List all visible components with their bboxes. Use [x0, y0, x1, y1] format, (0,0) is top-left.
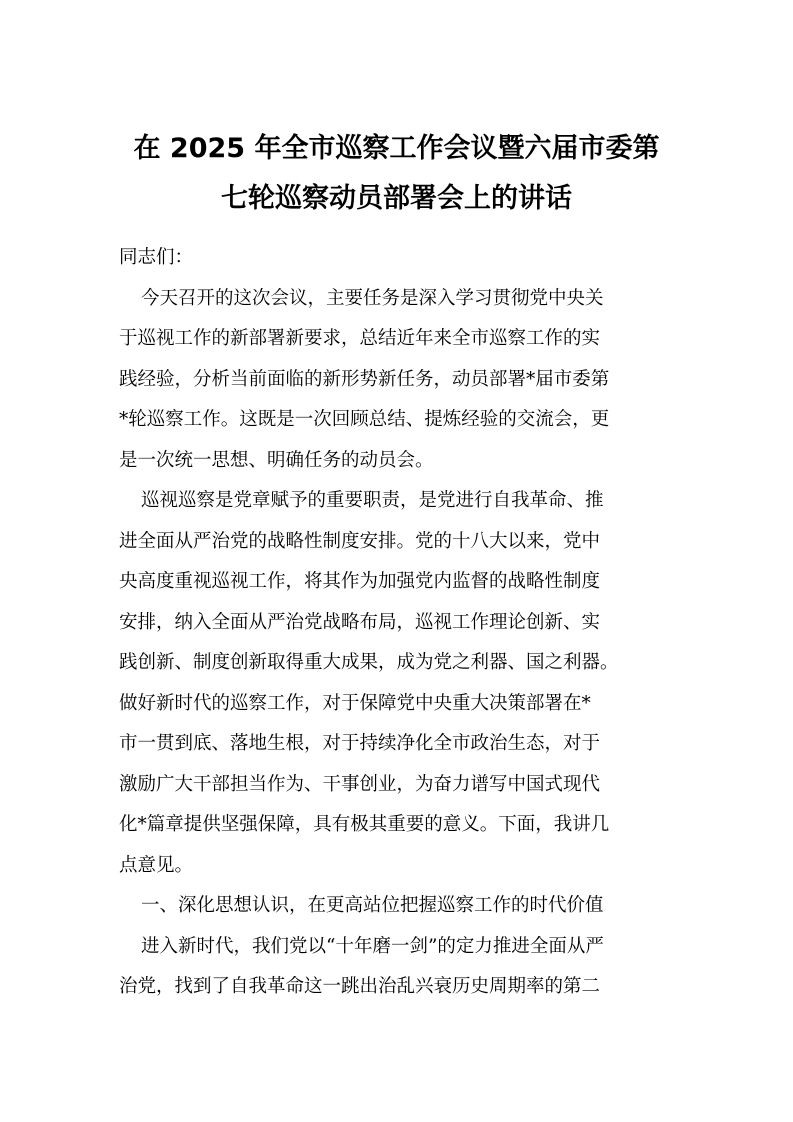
title-line-2: 七轮巡察动员部署会上的讲话: [221, 183, 572, 214]
paragraph-line: 践创新、制度创新取得重大成果，成为党之利器、国之利器。: [119, 652, 619, 673]
paragraph-line: 巡视巡察是党章赋予的重要职责，是党进行自我革命、推: [141, 490, 604, 511]
paragraph-line: 今天召开的这次会议，主要任务是深入学习贯彻党中央关: [141, 287, 604, 309]
paragraph-line: 市一贯到底、落地生根，对于持续净化全市政治生态，对于: [119, 733, 601, 754]
paragraph-line: 治党，找到了自我革命这一跳出治乱兴衰历史周期率的第二: [119, 976, 601, 997]
title-line-1: 在 2025 年全市巡察工作会议暨六届市委第: [133, 133, 660, 164]
section-heading: 一、深化思想认识，在更高站位把握巡察工作的时代价值: [141, 895, 604, 916]
paragraph-line: 化*篇章提供坚强保障，具有极其重要的意义。下面，我讲几: [119, 814, 610, 835]
paragraph-line: 安排，纳入全面从严治党战略布局，巡视工作理论创新、实: [119, 611, 601, 633]
paragraph-line: 于巡视工作的新部署新要求，总结近年来全市巡察工作的实: [119, 328, 601, 349]
paragraph-line: 点意见。: [119, 854, 194, 876]
paragraph-line: 央高度重视巡视工作，将其作为加强党内监督的战略性制度: [119, 571, 601, 592]
paragraph-line: 进全面从严治党的战略性制度安排。党的十八大以来，党中: [119, 530, 601, 552]
paragraph-line: 激励广大干部担当作为、干事创业，为奋力谱写中国式现代: [119, 773, 601, 795]
paragraph-line: 进入新时代，我们党以“十年磨一剑”的定力推进全面从严: [141, 935, 604, 957]
salutation: 同志们：: [119, 247, 194, 268]
speech-body: [119, 238, 675, 1008]
paragraph-line: 践经验，分析当前面临的新形势新任务，动员部署*届市委第: [119, 368, 610, 390]
paragraph-line: 做好新时代的巡察工作，对于保障党中央重大决策部署在*: [119, 692, 591, 714]
paragraph-line: *轮巡察工作。这既是一次回顾总结、提炼经验的交流会，更: [119, 409, 610, 430]
paragraph-line: 是一次统一思想、明确任务的动员会。: [119, 449, 434, 471]
